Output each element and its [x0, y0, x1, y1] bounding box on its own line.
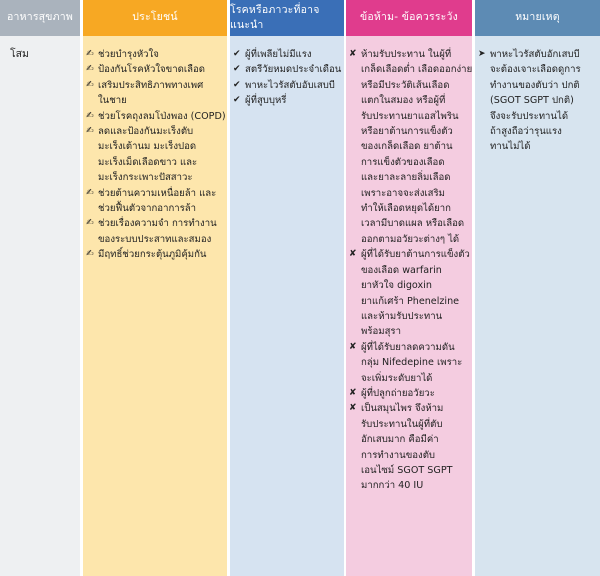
- list-item: [346, 247, 472, 339]
- cross-icon: ✘: [349, 403, 357, 414]
- item-text-line: เวลามีบาดแผล หรือเลือด: [361, 218, 465, 230]
- item-text-line: เสริมประสิทธิภาพทางเพศ: [98, 79, 204, 91]
- item-text-line: ผู้ที่ได้รับยาลดความดัน: [361, 341, 455, 353]
- check-icon: ✔: [233, 79, 241, 90]
- note-column: [475, 0, 600, 576]
- food-name: โสม: [10, 48, 29, 60]
- pen-icon: ✍: [86, 110, 94, 121]
- item-text-line: ยาหัวใจ digoxin: [361, 280, 432, 292]
- item-text-line: ช่วยต้านความเหนื่อยล้า และ: [98, 187, 217, 199]
- item-text-line: ทำงานของตับว่า ปกติ: [490, 79, 580, 91]
- item-text-line: ของเลือด warfarin: [361, 264, 442, 276]
- pen-icon: ✍: [86, 187, 94, 198]
- list-item: [346, 401, 472, 493]
- item-text-line: ช่วยฟื้นตัวจากอาการล้า: [98, 203, 197, 215]
- item-text-line: การแข็งตัวของเลือด: [361, 156, 445, 168]
- list-item: [83, 186, 227, 217]
- item-text-line: และยาละลายลิ่มเลือด: [361, 172, 451, 184]
- list-item: [346, 47, 472, 247]
- pen-icon: ✍: [86, 49, 94, 59]
- item-text-line: มีฤทธิ์ช่วยกระตุ้นภูมิคุ้มกัน: [98, 249, 207, 261]
- item-text-line: มะเร็งเต้านม มะเร็งปอด: [98, 141, 197, 153]
- note-header: หมายเหตุ: [475, 0, 600, 36]
- item-text-line: มะเร็งกระเพาะปัสสาวะ: [98, 172, 193, 184]
- item-text-line: ทำให้เลือดหยุดได้ยาก: [361, 203, 451, 215]
- list-item: [346, 386, 472, 401]
- list-item: [230, 62, 344, 77]
- item-text-line: ผู้ที่สูบบุหรี่: [245, 95, 287, 107]
- recommended-list: [230, 39, 344, 576]
- food-column: [0, 0, 80, 576]
- item-text-line: ป้องกันโรคหัวใจขาดเลือด: [98, 64, 205, 76]
- item-text-line: ผู้ที่เพลียไม่มีแรง: [245, 49, 312, 60]
- item-text-line: ในชาย: [98, 95, 127, 107]
- item-text-line: เอนไซม์ SGOT SGPT: [361, 464, 453, 476]
- recommended-header: โรคหรือภาวะที่อาจแนะนำ: [230, 0, 344, 36]
- cross-icon: ✘: [349, 249, 357, 260]
- item-text-line: ลดและป้องกันมะเร็งตับ: [98, 126, 194, 138]
- list-item: [83, 47, 227, 62]
- list-item: [230, 93, 344, 108]
- item-text-line: และห้ามรับประทาน: [361, 310, 443, 322]
- item-text-line: ออกตามอวัยวะต่างๆ ได้: [361, 233, 460, 245]
- check-icon: ✔: [233, 49, 241, 59]
- check-icon: ✔: [233, 64, 241, 75]
- item-text-line: ยาแก้เศร้า Phenelzine: [361, 295, 460, 307]
- caution-list: [346, 39, 472, 576]
- item-text-line: เพราะอาจจะส่งเสริม: [361, 187, 445, 199]
- item-text-line: เกล็ดเลือดต่ำ เลือดออกง่าย: [361, 64, 473, 76]
- food-header: อาหารสุขภาพ: [0, 0, 80, 36]
- list-item: [346, 340, 472, 386]
- item-text-line: พาหะไวรัสตับอับเสบบี: [245, 79, 335, 91]
- list-item: [230, 47, 344, 62]
- recommended-column: [230, 0, 344, 576]
- caution-header: ข้อห้าม- ข้อควรระวัง: [346, 0, 472, 36]
- caution-column: [346, 0, 472, 576]
- item-text-line: ช่วยโรคถุงลมโป่งพอง (COPD): [98, 110, 226, 122]
- item-text-line: การทำงานของตับ: [361, 449, 436, 461]
- item-text-line: เป็นสมุนไพร จึงห้าม: [361, 403, 444, 415]
- item-text-line: รับประทานยาแอสไพริน: [361, 110, 459, 122]
- item-text-line: ผู้ที่ได้รับยาต้านการแข็งตัว: [361, 249, 470, 261]
- item-text-line: พร้อมสุรา: [361, 326, 401, 338]
- item-text-line: ห้ามรับประทาน ในผู้ที่: [361, 49, 452, 60]
- item-text-line: ทานไม่ได้: [490, 141, 531, 153]
- item-text-line: ช่วยบำรุงหัวใจ: [98, 49, 159, 60]
- cross-icon: ✘: [349, 341, 357, 352]
- item-text-line: ของเกล็ดเลือด ยาต้าน: [361, 141, 453, 153]
- list-item: [83, 109, 227, 124]
- note-list: [475, 39, 600, 576]
- item-text-line: จะเพิ่มระดับยาได้: [361, 372, 433, 384]
- pen-icon: ✍: [86, 64, 94, 75]
- pen-icon: ✍: [86, 79, 94, 90]
- pen-icon: ✍: [86, 218, 94, 229]
- list-item: [230, 78, 344, 93]
- item-text-line: จึงจะรับประทานได้: [490, 110, 569, 122]
- pen-icon: ✍: [86, 249, 94, 260]
- cross-icon: ✘: [349, 387, 357, 398]
- item-text-line: ของระบบประสาทและสมอง: [98, 233, 212, 245]
- pen-icon: ✍: [86, 126, 94, 137]
- check-icon: ✔: [233, 95, 241, 106]
- benefit-column: [83, 0, 227, 576]
- item-text-line: หรือยาต้านการแข็งตัว: [361, 126, 453, 138]
- item-text-line: รับประทานในผู้ที่ตับ: [361, 418, 443, 430]
- list-item: [83, 247, 227, 262]
- arrow-icon: ➤: [478, 49, 486, 59]
- item-text-line: ผู้ที่ปลูกถ่ายอวัยวะ: [361, 387, 435, 399]
- list-item: [83, 62, 227, 77]
- cross-icon: ✘: [349, 49, 357, 59]
- item-text-line: พาหะไวรัสตับอักเสบบี: [490, 49, 580, 60]
- item-text-line: กลุ่ม Nifedepine เพราะ: [361, 357, 463, 369]
- list-item: [83, 124, 227, 186]
- benefit-list: [83, 39, 227, 576]
- item-text-line: ถ้าสูงถือว่ารุนแรง: [490, 126, 562, 138]
- list-item: [83, 78, 227, 109]
- item-text-line: มากกว่า 40 IU: [361, 480, 424, 492]
- item-text-line: แตกในสมอง หรือผู้ที่: [361, 95, 446, 107]
- list-item: [475, 47, 600, 155]
- item-text-line: (SGOT SGPT ปกติ): [490, 95, 574, 107]
- item-text-line: หรือมีประวัติเส้นเลือด: [361, 79, 450, 91]
- item-text-line: จะต้องเจาะเลือดดูการ: [490, 64, 581, 76]
- item-text-line: มะเร็งเม็ดเลือดขาว และ: [98, 156, 198, 168]
- list-item: [83, 216, 227, 247]
- item-text-line: สตรีวัยหมดประจำเดือน: [245, 64, 342, 76]
- benefit-header: ประโยชน์: [83, 0, 227, 36]
- item-text-line: อักเสบมาก คือมีค่า: [361, 434, 439, 446]
- item-text-line: ช่วยเรื่องความจำ การทำงาน: [98, 218, 217, 230]
